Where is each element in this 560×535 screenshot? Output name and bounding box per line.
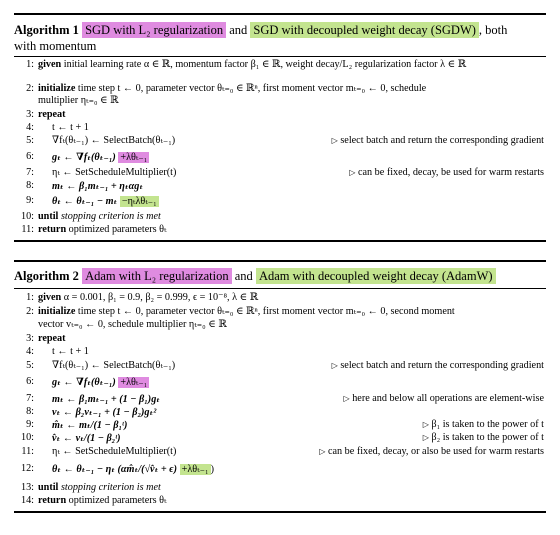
line-text: stopping criterion is met [58, 211, 161, 222]
algo2-line-6 [14, 376, 546, 389]
keyword: until [38, 482, 59, 493]
algorithm-label: Algorithm 2 [14, 269, 79, 283]
algo1-line-6 [14, 151, 546, 164]
line-continuation: multiplier ηₜ₌₀ ∈ ℝ [38, 95, 119, 106]
algo2-line-4 [14, 346, 546, 359]
line-text: gₜ ← ∇fₜ(θₜ₋₁) [52, 377, 116, 388]
line-text: ηₜ ← SetScheduleMultiplier(t) [52, 167, 177, 178]
line-number: 12: [20, 463, 34, 474]
line-text: time step t ← 0, parameter vector θₜ₌₀ ∈ ℝⁿ, first moment vector mₜ₌₀ ← 0, second moment [75, 306, 455, 317]
line-number: 3: [26, 109, 34, 120]
algo2-line-8 [14, 406, 546, 419]
l2-term-highlight: +λθₜ₋₁ [120, 377, 148, 388]
line-text: optimized parameters θₜ [66, 495, 167, 506]
line-number: 2: [26, 83, 34, 94]
line-text: initial learning rate α ∈ ℝ, momentum factor β₁ ∈ ℝ, weight decay/L₂ regularization factor λ ∈ ℝ [61, 59, 467, 70]
line-number: 5: [26, 360, 34, 371]
comment-triangle-icon: ▷ [422, 420, 429, 429]
line-number: 1: [26, 292, 34, 303]
algo2-line-1 [14, 292, 546, 305]
line-number: 3: [26, 333, 34, 344]
line-comment [349, 167, 544, 178]
algo2-line-13 [14, 482, 546, 495]
algorithm-label: Algorithm 1 [14, 23, 79, 37]
comment-text: here and below all operations are element-wise [352, 393, 544, 404]
line-text: α = 0.001, β₁ = 0.9, β₂ = 0.999, ϵ = 10⁻⁸, λ ∈ ℝ [61, 292, 259, 303]
l2-term-highlight: +λθₜ₋₁ [120, 152, 148, 163]
keyword: initialize [38, 306, 76, 317]
line-number: 8: [26, 406, 34, 417]
top-rule [14, 260, 546, 262]
comment-text: select batch and return the corresponding gradient [340, 135, 544, 146]
line-text: v̂ₜ ← vₜ/(1 − β₂ᵗ) [52, 433, 121, 444]
line-number: 9: [26, 419, 34, 430]
line-number: 10: [20, 211, 34, 222]
line-number: 7: [26, 393, 34, 404]
line-text: stopping criterion is met [58, 482, 161, 493]
decoupled-term-highlight: −ηₜλθₜ₋₁ [121, 196, 157, 207]
line-continuation: vector vₜ₌₀ ← 0, schedule multiplier ηₜ₌₀ ∈ ℝ [38, 319, 227, 330]
algo2-line-11 [14, 446, 546, 459]
line-text: mₜ ← β₁mₜ₋₁ + (1 − β₁)gₜ [52, 394, 161, 405]
algo2-line-2 [14, 306, 546, 319]
line-number: 4: [26, 346, 34, 357]
algo1-line-3 [14, 109, 546, 122]
line-number: 13: [20, 482, 34, 493]
title-highlight-l2: SGD with L₂ regularization [82, 22, 226, 38]
algorithm-2-title [14, 268, 546, 284]
line-comment [423, 432, 544, 443]
comment-triangle-icon: ▷ [331, 136, 338, 145]
title-suffix: , both [478, 23, 508, 37]
line-comment [332, 135, 544, 146]
title-rule [14, 56, 546, 57]
line-text: ηₜ ← SetScheduleMultiplier(t) [52, 446, 177, 457]
algo2-line-5 [14, 360, 546, 373]
algo2-line-12 [14, 463, 546, 476]
line-text: ∇fₜ(θₜ₋₁) ← SelectBatch(θₜ₋₁) [52, 135, 176, 146]
keyword: return [38, 224, 67, 235]
algorithm-1-title [14, 22, 546, 38]
decoupled-term-highlight: +λθₜ₋₁ [181, 464, 209, 475]
algo1-line-8 [14, 180, 546, 193]
title-rule [14, 288, 546, 289]
line-text: time step t ← 0, parameter vector θₜ₌₀ ∈ ℝⁿ, first moment vector mₜ₌₀ ← 0, schedule [75, 83, 427, 94]
algo1-line-11 [14, 224, 546, 237]
line-text: vₜ ← β₂vₜ₋₁ + (1 − β₂)gₜ² [52, 407, 157, 418]
line-number: 8: [26, 180, 34, 191]
line-text: optimized parameters θₜ [66, 224, 167, 235]
line-text: gₜ ← ∇fₜ(θₜ₋₁) [52, 152, 116, 163]
comment-triangle-icon: ▷ [349, 168, 356, 177]
line-comment [332, 360, 544, 371]
comment-triangle-icon: ▷ [319, 447, 326, 456]
title-highlight-decoupled: SGD with decoupled weight decay (SGDW) [250, 22, 479, 38]
line-text: m̂ₜ ← mₜ/(1 − β₁ᵗ) [52, 420, 128, 431]
line-comment [423, 419, 544, 430]
line-text: mₜ ← β₁mₜ₋₁ + ηₜαgₜ [52, 181, 144, 192]
line-text: t ← t + 1 [52, 346, 89, 357]
comment-triangle-icon: ▷ [331, 361, 338, 370]
algo1-line-7 [14, 167, 546, 180]
comment-text: select batch and return the corresponding gradient [340, 360, 544, 371]
line-number: 9: [26, 195, 34, 206]
keyword: return [38, 495, 67, 506]
comment-text: can be fixed, decay, or also be used for warm restarts [327, 446, 544, 457]
algo1-line-10 [14, 211, 546, 224]
algo1-line-4 [14, 122, 546, 135]
line-comment [319, 446, 544, 457]
algorithm-1-title-line2: with momentum [14, 39, 97, 53]
title-highlight-l2: Adam with L₂ regularization [82, 268, 232, 284]
title-and: and [226, 23, 251, 37]
line-text: θₜ ← θₜ₋₁ − mₜ [52, 196, 118, 207]
title-and: and [231, 269, 256, 283]
algo1-line-1 [14, 59, 546, 72]
line-number: 10: [20, 432, 34, 443]
bottom-rule [14, 511, 546, 513]
line-text: ∇fₜ(θₜ₋₁) ← SelectBatch(θₜ₋₁) [52, 360, 176, 371]
line-number: 11: [21, 446, 34, 457]
comment-triangle-icon: ▷ [343, 394, 350, 403]
keyword: given [38, 292, 62, 303]
algo2-line-10 [14, 432, 546, 445]
line-text: t ← t + 1 [52, 122, 89, 133]
algo2-line-3 [14, 333, 546, 346]
line-comment [344, 393, 545, 404]
line-number: 6: [26, 151, 34, 162]
algo1-line-2-cont [14, 95, 546, 108]
top-rule [14, 13, 546, 15]
keyword: repeat [38, 333, 66, 344]
keyword: initialize [38, 83, 76, 94]
line-number: 1: [26, 59, 34, 70]
line-number: 2: [26, 306, 34, 317]
line-text: θₜ ← θₜ₋₁ − ηₜ (αm̂ₜ/(√v̂ₜ + ϵ) [52, 464, 178, 475]
bottom-rule [14, 240, 546, 242]
line-number: 4: [26, 122, 34, 133]
algo2-line-14 [14, 495, 546, 508]
algo2-line-7 [14, 393, 546, 406]
comment-triangle-icon: ▷ [422, 433, 429, 442]
keyword: until [38, 211, 59, 222]
comment-text: β₂ is taken to the power of t [431, 432, 544, 443]
keyword: given [38, 59, 62, 70]
algo1-line-5 [14, 135, 546, 148]
comment-text: β₁ is taken to the power of t [431, 419, 544, 430]
line-number: 11: [21, 224, 34, 235]
line-number: 7: [26, 167, 34, 178]
line-number: 14: [20, 495, 34, 506]
algo2-line-2-cont [14, 319, 546, 332]
keyword: repeat [38, 109, 66, 120]
line-number: 6: [26, 376, 34, 387]
line-number: 5: [26, 135, 34, 146]
comment-text: can be fixed, decay, be used for warm restarts [357, 167, 544, 178]
algo1-line-9 [14, 195, 546, 208]
closing-paren: ) [210, 464, 214, 475]
algo2-line-9 [14, 419, 546, 432]
title-highlight-decoupled: Adam with decoupled weight decay (AdamW) [256, 268, 496, 284]
